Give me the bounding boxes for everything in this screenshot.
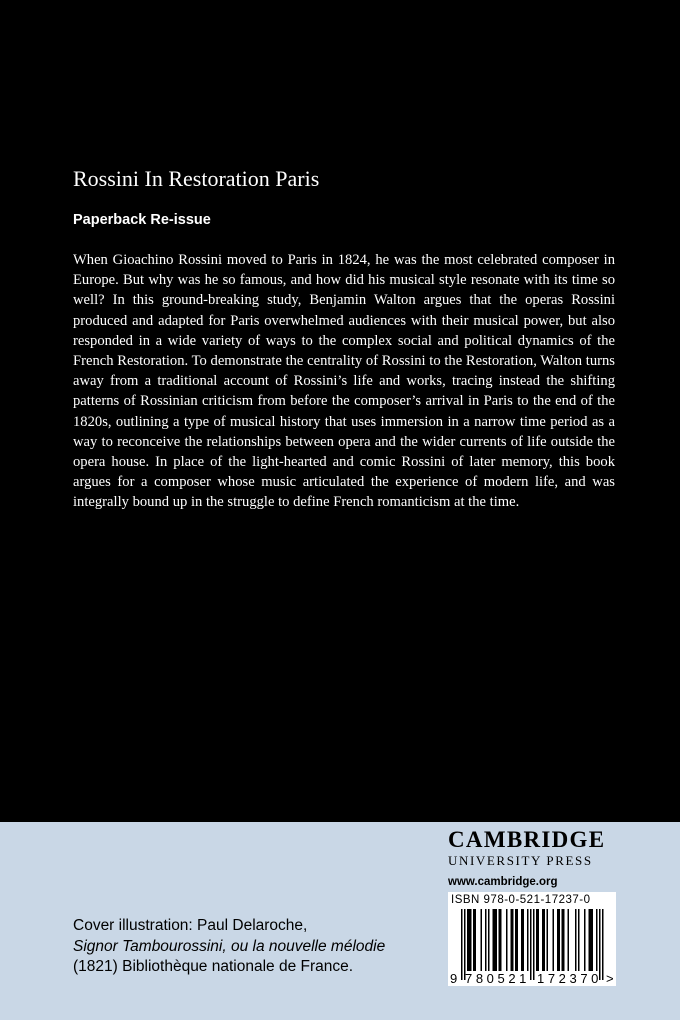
barcode-bar — [517, 909, 519, 971]
barcode-bar — [475, 909, 477, 971]
barcode-bar — [596, 909, 598, 971]
publisher-subname: UNIVERSITY PRESS — [448, 853, 593, 868]
barcode-bar — [589, 909, 591, 971]
credit-line-1: Cover illustration: Paul Delaroche, — [73, 917, 308, 934]
isbn-barcode — [448, 892, 616, 986]
barcode-bar — [542, 909, 544, 971]
barcode-bar — [467, 909, 469, 971]
barcode-bar — [590, 909, 592, 971]
barcode-bar — [544, 909, 546, 971]
barcode-bar — [533, 909, 535, 980]
publisher-url: www.cambridge.org — [448, 876, 558, 888]
barcode-bar — [578, 909, 580, 971]
book-title: Rossini In Restoration Paris — [73, 166, 320, 191]
barcode-bar — [521, 909, 523, 971]
barcode-bar — [559, 909, 561, 971]
barcode-bar — [575, 909, 577, 971]
barcode-bar — [592, 909, 594, 971]
cover-illustration-credit — [73, 916, 413, 978]
barcode-bar — [527, 909, 529, 971]
edition-label: Paperback Re-issue — [73, 212, 211, 228]
isbn-label: ISBN 978-0-521-17237-0 — [451, 894, 591, 906]
barcode-bar — [485, 909, 487, 971]
credit-line-2 — [73, 937, 413, 958]
barcode-bar — [499, 909, 501, 971]
barcode-bar — [494, 909, 496, 971]
barcode-bar — [599, 909, 601, 980]
barcode-digit-first: 9 — [450, 971, 458, 986]
barcode-end-mark: > — [606, 971, 614, 986]
barcode-bar — [553, 909, 555, 971]
barcode-bar — [511, 909, 513, 971]
barcode-bar — [557, 909, 559, 971]
barcode-bar — [470, 909, 472, 971]
barcode-bar — [500, 909, 502, 971]
barcode-bar — [506, 909, 508, 971]
barcode-bar — [584, 909, 586, 971]
barcode-bar — [523, 909, 525, 971]
barcode-bar — [530, 909, 532, 980]
barcode-bar — [473, 909, 475, 971]
barcode-bar — [563, 909, 565, 971]
credit-line-3: (1821) Bibliothèque nationale de France. — [73, 958, 354, 975]
barcode-bar — [562, 909, 564, 971]
book-description: When Gioachino Rossini moved to Paris in 1824, he was the most celebrated composer in Europe. But why was he so famous, and how did his musical style resonate with its time so well? In this ground-breaking study, Benjamin Walton argues that the operas Rossini produced and adapted for Paris overwhelmed audiences with their musical power, but also responded in a wide variety of ways to the complex social and political dynamics of the French Restoration. To demonstrate the centrality of Rossini to the Restoration, Walton turns away from a traditional account of Rossini’s life and works, tracing instead the shifting patterns of Rossinian criticism from before the composer’s arrival in Paris to the end of the 1820s, outlining a type of musical history that uses immersion in a narrow time period as a way to reconceive the relationships between opera and the wider currents of life outside the opera house. In place of the light-hearted and comic Rossini of later memory, this book argues for a composer whose music articulated the experience of modern life, and was integrally bound up in the struggle to define French romanticism at the time. — [73, 252, 615, 511]
barcode-bar — [547, 909, 549, 971]
barcode-bar — [481, 909, 483, 971]
barcode-digits-right: 172370 — [537, 971, 602, 986]
barcode-bar — [515, 909, 517, 971]
barcode-bar — [512, 909, 514, 971]
artwork-title: Signor Tambourossini, ou la nouvelle mélodie — [73, 937, 386, 955]
barcode-bar — [493, 909, 495, 971]
barcode-bar — [536, 909, 538, 971]
barcode-bar — [538, 909, 540, 971]
barcode-bar — [469, 909, 471, 971]
barcode-bar — [461, 909, 463, 980]
barcode-bar — [496, 909, 498, 971]
barcode-bar — [488, 909, 490, 971]
publisher-logo — [448, 826, 616, 888]
barcode-bar — [464, 909, 466, 980]
barcode-bar — [568, 909, 570, 971]
barcode-digits-left: 780521 — [465, 971, 530, 986]
barcode-bar — [602, 909, 604, 980]
publisher-name: CAMBRIDGE — [448, 827, 606, 852]
